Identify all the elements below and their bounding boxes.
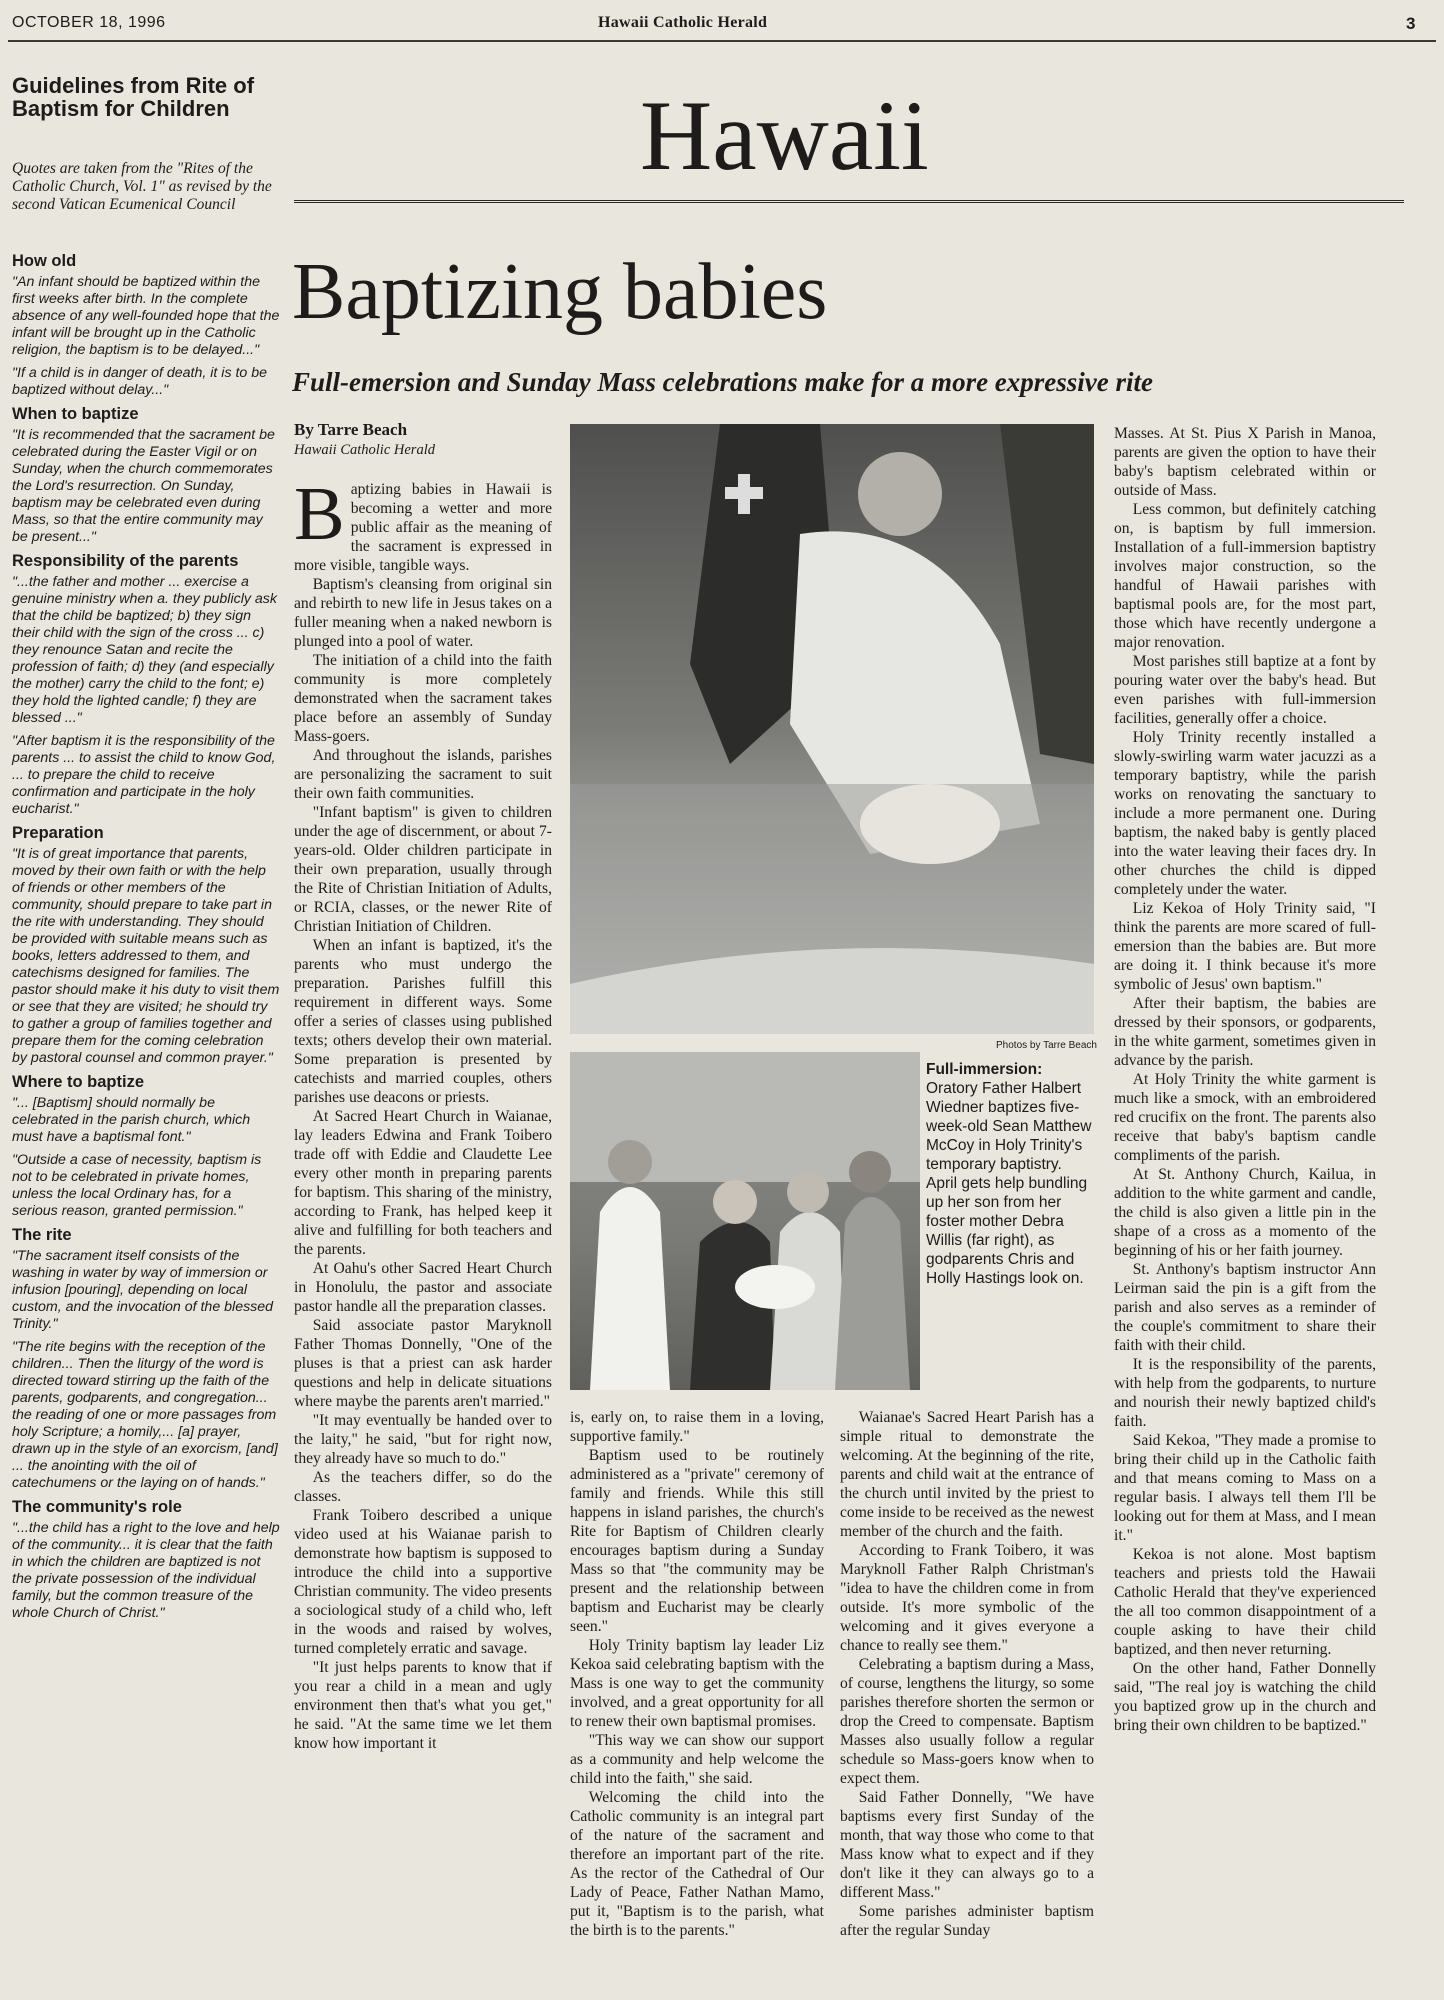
sidebar-heading: The community's role [12, 1498, 182, 1516]
sidebar-intro: Quotes are taken from the "Rites of the Catholic Church, Vol. 1" as revised by the second Vatican Ecumenical Council [12, 160, 272, 213]
article-paragraph: Baptism's cleansing from original sin and rebirth to new life in Jesus takes on a fuller meaning when a naked newborn is plunged into a pool of water. [294, 576, 552, 650]
sidebar-quote: "The sacrament itself consists of the washing in water by way of immersion or infusion [pouring], depending on local custom, and the invocation of the blessed Trinity." [12, 1248, 274, 1332]
article-paragraph: Liz Kekoa of Holy Trinity said, "I think the parents are more scared of full-emersion than the babies are. But more are doing it. I think because it's more symbolic of Jesus' own baptism." [1114, 900, 1376, 993]
article-column-2 [570, 1408, 824, 1990]
article-byline: By Tarre Beach [294, 420, 408, 439]
baptism-photo-illustration [570, 424, 1094, 1034]
sidebar-heading: How old [12, 252, 77, 270]
article-paragraph: At Oahu's other Sacred Heart Church in Honolulu, the pastor and associate pastor handle all the preparation classes. [294, 1260, 552, 1315]
article-paragraph: Welcoming the child into the Catholic community is an integral part of the nature of the sacrament and therefore an important part of the rite. As the rector of the Cathedral of Our Lady of Peace, Father Nathan Mamo, put it, "Baptism is to the parish, what the birth is to the parents." [570, 1789, 824, 1939]
article-paragraph: On the other hand, Father Donnelly said, "The real joy is watching the child you baptized grow up in the church and bring their own children to be baptized." [1114, 1660, 1376, 1734]
sidebar-quote: "If a child is in danger of death, it is to be baptized without delay..." [12, 365, 268, 398]
article-paragraph: It is the responsibility of the parents, with help from the godparents, to nurture and nourish their newly baptized child's faith. [1114, 1356, 1376, 1430]
article-paragraph: Less common, but definitely catching on, is baptism by full immersion. Installation of a full-immersion baptistry involves major construction, so the handful of Hawaii parishes with baptismal pools are, for the most part, those which have recently undergone a major renovation. [1114, 501, 1376, 651]
article-column-3 [840, 1408, 1094, 1990]
caption-heading: Full-immersion: [926, 1061, 1043, 1078]
photo-caption [926, 1060, 1094, 1288]
article-paragraph: Frank Toibero described a unique video used at his Waianae parish to demonstrate how baptism is supposed to introduce the child into a supportive Christian community. The video presents a sociological study of a child who, left in the woods and raised by wolves, turned completely erratic and savage. [294, 1507, 552, 1657]
baptism-photo [570, 424, 1094, 1034]
sidebar-quote: "It is of great importance that parents, moved by their own faith or with the help of friends or other members of the community, should prepare to take part in the rite with understanding. They should be provided with suitable means such as books, letters addressed to them, and catechisms designed for families. The pastor should make it his duty to visit them or see that they are visited; he should try to gather a group of families together and prepare them for the coming celebration by pastoral counsel and common prayer." [12, 846, 280, 1066]
article-deck: Full-emersion and Sunday Mass celebrations make for a more expressive rite [292, 367, 1154, 397]
article-headline: Baptizing babies [292, 248, 828, 336]
sidebar-quote: "... [Baptism] should normally be celebrated in the parish church, which must have a baptismal font." [12, 1095, 251, 1145]
article-paragraph: After their baptism, the babies are dressed by their sponsors, or godparents, in the white garment, sometimes given in advance by the parish. [1114, 995, 1376, 1069]
header-rule [8, 40, 1436, 42]
article-paragraph: Some parishes administer baptism after the regular Sunday [840, 1903, 1094, 1939]
sidebar-heading: Responsibility of the parents [12, 552, 239, 570]
sidebar-quote: "It is recommended that the sacrament be celebrated during the Easter Vigil or on Sunday, when the church commemorates the Lord's resurrection. On Sunday, baptism may be celebrated even during Mass, so that the entire community may be present..." [12, 427, 275, 545]
sidebar-quote: "An infant should be baptized within the first weeks after birth. In the complete absence of any well-founded hope that the infant will be brought up in the Catholic religion, the baptism is to be delayed..." [12, 274, 280, 358]
article-paragraph: Celebrating a baptism during a Mass, of course, lengthens the liturgy, so some parishes therefore shorten the sermon or drop the Creed to compensate. Baptism Masses also usually follow a regular schedule so Mass-goers know when to expect them. [840, 1656, 1094, 1787]
issue-date: OCTOBER 18, 1996 [12, 14, 166, 31]
article-paragraph: As the teachers differ, so do the classes. [294, 1469, 552, 1505]
newspaper-name: Hawaii Catholic Herald [598, 14, 768, 31]
sidebar-quote: "After baptism it is the responsibility of the parents ... to assist the child to know God, ... to prepare the child to receive confirmation and participate in the holy eucharist." [12, 733, 276, 817]
article-paragraph: Said Father Donnelly, "We have baptisms every first Sunday of the month, that way those who come to that Mass know what to expect and if they don't like it they can always go to a different Mass." [840, 1789, 1094, 1901]
photo-credit: Photos by Tarre Beach [996, 1040, 1097, 1051]
drop-cap: B [294, 480, 345, 556]
article-paragraph: Holy Trinity recently installed a slowly-swirling warm water jacuzzi as a temporary baptistry, while the parish works on renovating the sanctuary to include a more permanent one. During baptism, the naked baby is gently placed into the water leaving their faces dry. In other churches the child is dipped completely under the water. [1114, 729, 1376, 898]
caption-text: Oratory Father Halbert Wiedner baptizes five-week-old Sean Matthew McCoy in Holy Trinity's temporary baptistry. April gets help bundling up her son from her foster mother Debra Willis (far right), as godparents Chris and Holly Hastings look on. [926, 1080, 1092, 1287]
article-paragraph: "Infant baptism" is given to children under the age of discernment, or about 7-years-old. Older children participate in their own preparation, usually through the Rite of Christian Initiation of Adults, or RCIA, classes, or the newer Rite of Christian Initiation of Children. [294, 804, 552, 935]
article-paragraph: Said associate pastor Maryknoll Father Thomas Donnelly, "One of the pluses is that a priest can ask harder questions and help in delicate situations where maybe the parents aren't married." [294, 1317, 552, 1410]
byline-organization: Hawaii Catholic Herald [294, 442, 435, 458]
article-paragraph: is, early on, to raise them in a loving, supportive family." [570, 1409, 824, 1445]
article-paragraph: Most parishes still baptize at a font by pouring water over the baby's head. But even parishes with full-immersion facilities, generally offer a choice. [1114, 653, 1376, 727]
article-paragraph: When an infant is baptized, it's the parents who must undergo the preparation. Parishes fulfill this requirement in different ways. Some offer a series of classes using published texts; others develop their own material. Some preparation is presented by catechists and married couples, others parishes use deacons or priests. [294, 937, 552, 1106]
article-paragraph: St. Anthony's baptism instructor Ann Leirman said the pin is a gift from the parish and also serves as a reminder of the couple's commitment to share their faith with their child. [1114, 1261, 1376, 1354]
article-column-4 [1114, 424, 1376, 1990]
sidebar-quote: "...the child has a right to the love and help of the community... it is clear that the faith in which the children are baptized is not the private possession of the individual family, but the common treasure of the whole Church of Christ." [12, 1520, 280, 1621]
page-number: 3 [1406, 14, 1416, 33]
family-photo-illustration [570, 1052, 920, 1390]
article-column-1 [294, 480, 552, 1988]
sidebar-quote: "Outside a case of necessity, baptism is not to be celebrated in private homes, unless the local Ordinary has, for a serious reason, granted permission." [12, 1152, 262, 1219]
article-paragraph: "It may eventually be handed over to the laity," he said, "but for right now, they already have so much to do." [294, 1412, 552, 1467]
article-paragraph: And throughout the islands, parishes are personalizing the sacrament to suit their own faith communities. [294, 747, 552, 802]
article-paragraph: Baptism used to be routinely administered as a "private" ceremony of family and friends. While this still happens in island parishes, the church's Rite for Baptism of Children clearly encourages baptism during a Sunday Mass so that "the community may be present and the relationship between baptism and Eucharist may be clearly seen." [570, 1447, 824, 1635]
article-paragraph: "It just helps parents to know that if you rear a child in a mean and ugly environment then that's what you get," he said. "At the same time we let them know how important it [294, 1659, 552, 1752]
sidebar-quote: "The rite begins with the reception of the children... Then the liturgy of the word is directed toward stirring up the faith of the parents, godparents, and congregation... the reading of one or more passages from holy Scripture; a homily,... [a] prayer, drawn up in the style of an exorcism, [and] ... the anointing with the oil of catechumens or the laying on of hands." [12, 1339, 278, 1491]
sidebar-guidelines [12, 246, 280, 1628]
article-paragraph: Masses. At St. Pius X Parish in Manoa, parents are given the option to have their baby's baptism celebrated within or outside of Mass. [1114, 425, 1376, 499]
article-paragraph: At Holy Trinity the white garment is much like a smock, with an embroidered red crucifix on the front. The parents also receive that baby's baptism candle compliments of the parish. [1114, 1071, 1376, 1164]
article-paragraph: At St. Anthony Church, Kailua, in addition to the white garment and candle, the child is also given a little pin in the shape of a cross as a momento of the beginning of his or her faith journey. [1114, 1166, 1376, 1259]
article-paragraph: Baptizing babies in Hawaii is becoming a wetter and more public affair as the meaning of the sacrament is expressed in more visible, tangible ways. [294, 480, 552, 574]
article-paragraph: Kekoa is not alone. Most baptism teachers and priests told the Hawaii Catholic Herald that they've experienced the all too common disappointment of a couple asking to have their child baptized, and then never returning. [1114, 1546, 1376, 1658]
family-photo [570, 1052, 920, 1390]
article-paragraph: Said Kekoa, "They made a promise to bring their child up in the Catholic faith and that means coming to Mass on a regular basis. I always tell them I'll be looking out for them at Mass, and I mean it." [1114, 1432, 1376, 1544]
sidebar-heading: When to baptize [12, 405, 139, 423]
article-paragraph: "This way we can show our support as a community and help welcome the child into the faith," she said. [570, 1732, 824, 1787]
sidebar-title: Guidelines from Rite of Baptism for Children [12, 73, 255, 121]
sidebar-heading: Preparation [12, 824, 104, 842]
section-title: Hawaii [640, 80, 929, 191]
sidebar-quote: "...the father and mother ... exercise a genuine ministry when a. they publicly ask that the child be baptized; b) they sign their child with the sign of the cross ... c) they renounce Satan and recite the profession of faith; d) they (and especially the mother) carry the child to the font; e) they hold the lighted candle; f) they are blessed ..." [12, 574, 277, 726]
section-rule [294, 200, 1404, 203]
sidebar-heading: Where to baptize [12, 1073, 145, 1091]
article-paragraph: The initiation of a child into the faith community is more completely demonstrated when the sacrament takes place before an assembly of Sunday Mass-goers. [294, 652, 552, 745]
article-paragraph: According to Frank Toibero, it was Maryknoll Father Ralph Christman's "idea to have the children come in from outside. It's more symbolic of the welcoming and it gives everyone a chance to really see them." [840, 1542, 1094, 1654]
article-paragraph: Waianae's Sacred Heart Parish has a simple ritual to demonstrate the welcoming. At the beginning of the rite, parents and child wait at the entrance of the church until invited by the priest to come inside to be received as the newest member of the church and the faith. [840, 1409, 1094, 1540]
sidebar-heading: The rite [12, 1226, 72, 1244]
article-paragraph: Holy Trinity baptism lay leader Liz Kekoa said celebrating baptism with the Mass is one way to get the community involved, and a great opportunity for all to renew their own baptismal promises. [570, 1637, 824, 1730]
article-paragraph: At Sacred Heart Church in Waianae, lay leaders Edwina and Frank Toibero trade off with Eddie and Claudette Lee every other month in preparing parents for baptism. This sharing of the ministry, according to Frank, has helped keep it alive and fulfilling for both teachers and the parents. [294, 1108, 552, 1258]
